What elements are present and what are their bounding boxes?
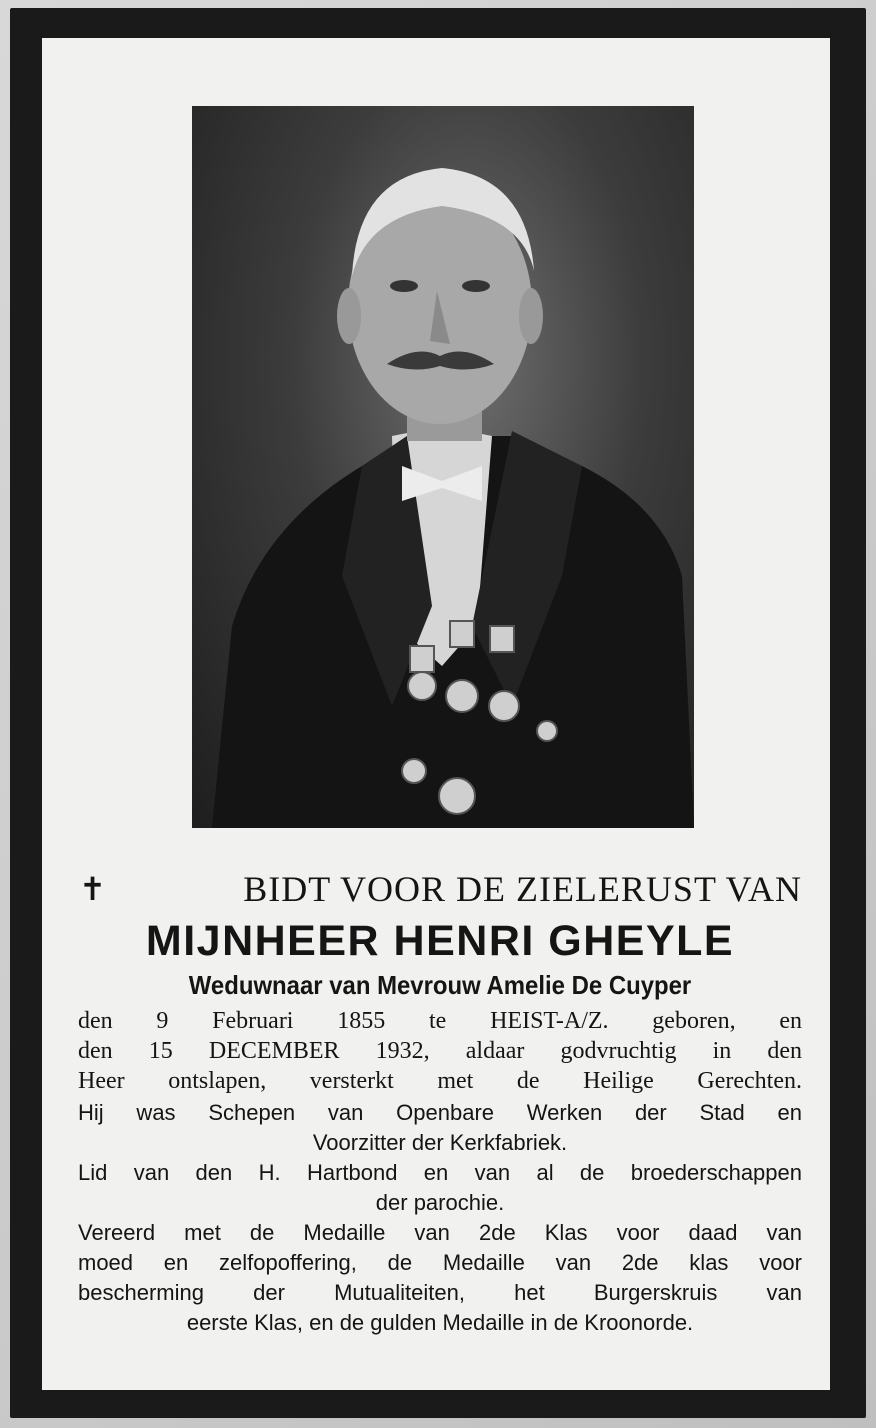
prayer-heading: BIDT VOOR DE ZIELERUST VAN (243, 869, 802, 909)
membership-line: der parochie. (375, 1190, 505, 1215)
card-paper (42, 38, 830, 1390)
widower-line: Weduwnaar van Mevrouw Amelie De Cuyper (188, 970, 692, 1000)
office-line: Voorzitter der Kerkfabriek. (312, 1130, 568, 1155)
life-dates (78, 1006, 802, 1096)
deceased-name: MIJNHEER HENRI GHEYLE (145, 917, 735, 965)
honours-line: moed en zelfopoffering, de Medaille van 2de klas voor (78, 1250, 802, 1275)
membership-line: Lid van den H. Hartbond en van al de broederschappen (78, 1160, 802, 1185)
honours-line: eerste Klas, en de gulden Medaille in de Kroonorde. (186, 1310, 694, 1335)
honours-line: bescherming der Mutualiteiten, het Burgerskruis van (78, 1280, 802, 1305)
life-dates-line: Heer ontslapen, versterkt met de Heilige Gerechten. (78, 1068, 802, 1094)
portrait-illustration (192, 106, 694, 828)
life-dates-line: den 9 Februari 1855 te HEIST-A/Z. geboren, en (78, 1008, 802, 1034)
honours-line: Vereerd met de Medaille van 2de Klas voor daad van (78, 1220, 802, 1245)
biography (78, 1098, 802, 1338)
cross-icon: ✝ (79, 871, 107, 907)
portrait-photo (192, 106, 694, 828)
memorial-text (78, 868, 802, 1338)
heading-line (78, 868, 802, 910)
life-dates-line: den 15 DECEMBER 1932, aldaar godvruchtig in den (78, 1038, 802, 1064)
memorial-card (10, 8, 866, 1418)
office-line: Hij was Schepen van Openbare Werken der Stad en (78, 1100, 802, 1125)
